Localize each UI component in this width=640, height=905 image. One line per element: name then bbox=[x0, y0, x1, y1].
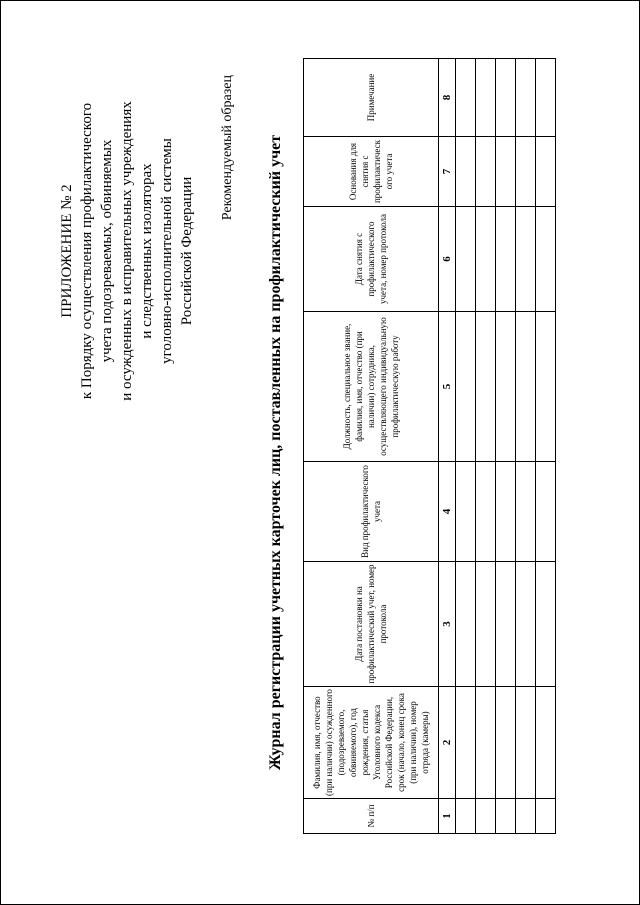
empty-cell bbox=[536, 137, 556, 207]
empty-cell bbox=[516, 562, 536, 687]
column-header: Должность, специальное звание, фамилия, имя, отчество (при наличии) сотрудника, осуществляющего индивидуальную профилактическую работу bbox=[304, 312, 439, 462]
column-header: Вид профилактического учета bbox=[304, 462, 439, 562]
empty-cell bbox=[476, 799, 496, 834]
empty-cell bbox=[536, 312, 556, 462]
empty-cell bbox=[476, 562, 496, 687]
empty-cell bbox=[476, 687, 496, 799]
appendix-header-line: к Порядку осуществления профилактического bbox=[79, 102, 95, 400]
document-title: Журнал регистрации учетных карточек лиц, поставленных на профилактический учет bbox=[267, 134, 284, 771]
empty-cell bbox=[496, 687, 516, 799]
rotated-document-content bbox=[1, 1, 639, 904]
empty-cell bbox=[456, 462, 476, 562]
empty-cell bbox=[516, 207, 536, 312]
column-number: 1 bbox=[439, 799, 456, 834]
table-empty-row bbox=[536, 59, 556, 834]
empty-cell bbox=[476, 137, 496, 207]
table-empty-row bbox=[496, 59, 516, 834]
column-number: 7 bbox=[439, 137, 456, 207]
empty-cell bbox=[456, 207, 476, 312]
empty-cell bbox=[476, 207, 496, 312]
empty-cell bbox=[496, 207, 516, 312]
table-empty-row bbox=[516, 59, 536, 834]
appendix-header-line: ПРИЛОЖЕНИЕ № 2 bbox=[59, 184, 75, 318]
column-header: Примечание bbox=[304, 59, 439, 137]
column-number: 6 bbox=[439, 207, 456, 312]
column-number: 5 bbox=[439, 312, 456, 462]
appendix-header-line: Российской Федерации bbox=[179, 176, 195, 326]
empty-cell bbox=[456, 312, 476, 462]
column-numbers-row bbox=[439, 59, 456, 834]
empty-cell bbox=[516, 137, 536, 207]
journal-table bbox=[303, 58, 556, 834]
empty-cell bbox=[476, 312, 496, 462]
empty-cell bbox=[536, 799, 556, 834]
empty-cell bbox=[516, 687, 536, 799]
empty-cell bbox=[496, 799, 516, 834]
empty-cell bbox=[536, 207, 556, 312]
appendix-header-line: учета подозреваемых, обвиняемых bbox=[99, 139, 115, 363]
empty-cell bbox=[496, 137, 516, 207]
recommended-sample-note: Рекомендуемый образец bbox=[220, 75, 235, 221]
table-header-row bbox=[304, 59, 439, 834]
empty-cell bbox=[516, 462, 536, 562]
column-header: Дата постановки на профилактический учет, номер протокола bbox=[304, 562, 439, 687]
empty-cell bbox=[496, 462, 516, 562]
empty-cell bbox=[496, 562, 516, 687]
empty-cell bbox=[456, 562, 476, 687]
empty-cell bbox=[456, 687, 476, 799]
column-header: № п/п bbox=[304, 799, 439, 834]
column-header: Основания для снятия с профилактического учета bbox=[304, 137, 439, 207]
table-empty-row bbox=[456, 59, 476, 834]
empty-cell bbox=[516, 312, 536, 462]
appendix-header-line: и следственных изоляторах bbox=[139, 163, 155, 339]
column-number: 2 bbox=[439, 687, 456, 799]
empty-cell bbox=[536, 59, 556, 137]
empty-cell bbox=[516, 799, 536, 834]
appendix-header bbox=[57, 41, 197, 461]
column-number: 3 bbox=[439, 562, 456, 687]
column-number: 8 bbox=[439, 59, 456, 137]
empty-cell bbox=[536, 687, 556, 799]
empty-cell bbox=[536, 462, 556, 562]
empty-cell bbox=[456, 137, 476, 207]
empty-cell bbox=[516, 59, 536, 137]
empty-cell bbox=[456, 59, 476, 137]
empty-cell bbox=[456, 799, 476, 834]
column-number: 4 bbox=[439, 462, 456, 562]
column-header: Дата снятия с профилактического учета, номер протокола bbox=[304, 207, 439, 312]
appendix-header-line: уголовно-исполнительной системы bbox=[159, 138, 175, 364]
empty-cell bbox=[496, 312, 516, 462]
appendix-header-line: и осужденных в исправительных учреждениях bbox=[119, 101, 135, 401]
empty-cell bbox=[476, 59, 496, 137]
empty-cell bbox=[476, 462, 496, 562]
empty-cell bbox=[496, 59, 516, 137]
empty-cell bbox=[536, 562, 556, 687]
table-empty-row bbox=[476, 59, 496, 834]
column-header: Фамилия, имя, отчество (при наличии) осужденного (подозреваемого, обвиняемого), год рождения, статья Уголовного кодекса Российской Федерации, срок (начало, конец срока (при наличии), номер отряда (камеры) bbox=[304, 687, 439, 799]
